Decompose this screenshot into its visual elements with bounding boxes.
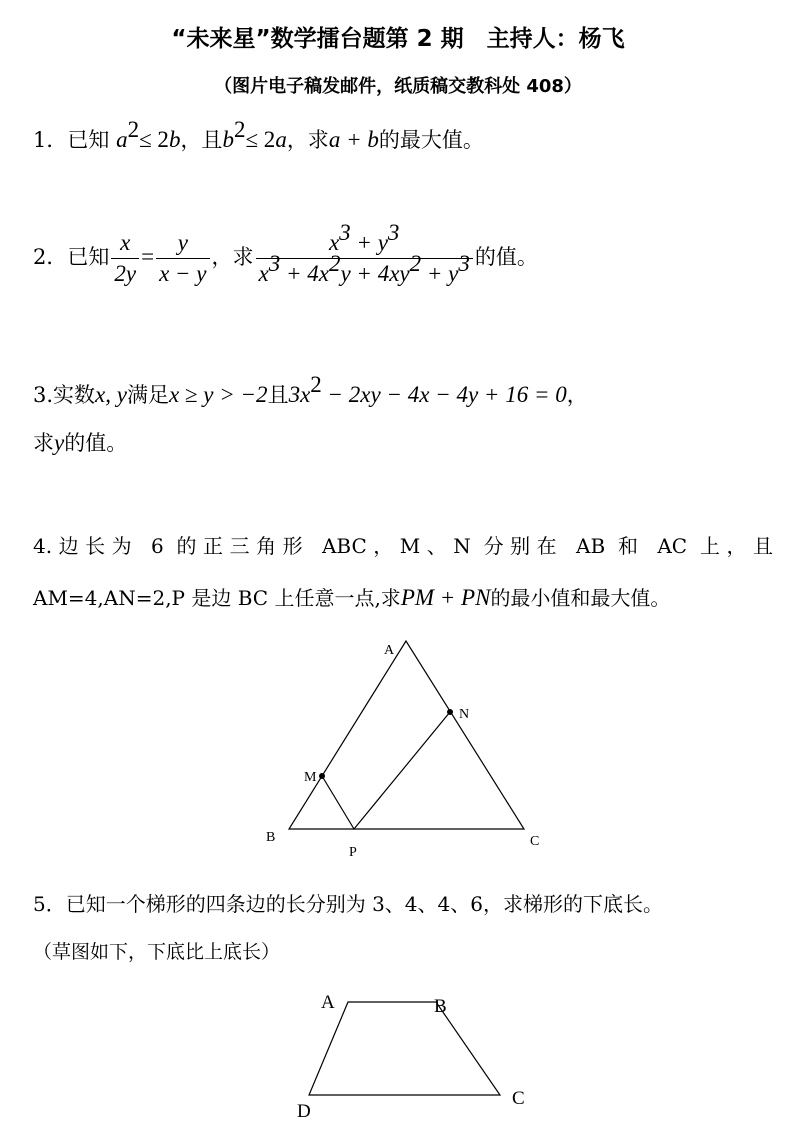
q1-var-b: b bbox=[168, 127, 181, 152]
q3-text-6: 的值。 bbox=[64, 431, 128, 455]
q1-var-a2: a bbox=[275, 127, 287, 152]
q2-bd-exp-3: 2 bbox=[409, 250, 422, 276]
q4-expression: PM + PN bbox=[400, 585, 491, 610]
q2-text-3: 的值。 bbox=[474, 244, 538, 269]
q2-text: 已知 bbox=[67, 244, 110, 269]
q1-var-a: a bbox=[116, 127, 128, 152]
q2-bd-exp-2: 2 bbox=[328, 250, 341, 276]
q2-bd-4: + y bbox=[421, 260, 459, 286]
q2-equals: = bbox=[141, 243, 155, 269]
point-n bbox=[447, 709, 453, 715]
label-b: B bbox=[266, 830, 276, 845]
q1-number: 1． bbox=[33, 128, 68, 152]
q3-text-4: ， bbox=[566, 383, 588, 407]
q1-text-3: ，求 bbox=[286, 128, 329, 152]
q3-text: 实数 bbox=[53, 383, 96, 407]
q2-bd-exp-1: 3 bbox=[268, 250, 281, 276]
q3-condition: x ≥ y > −2 bbox=[168, 382, 268, 407]
q3-var-y: y bbox=[54, 430, 65, 455]
label-m: M bbox=[304, 770, 317, 785]
q2-bn-a: x bbox=[328, 230, 340, 255]
q1-text-4: 的最大值。 bbox=[378, 128, 484, 152]
q1-exp: 2 bbox=[127, 117, 140, 142]
q2-f1-den: 2y bbox=[114, 260, 137, 286]
q2-bd-2: + 4x bbox=[280, 260, 329, 286]
q2-bd-1: x bbox=[258, 260, 269, 286]
q2-bn-exp-a: 3 bbox=[339, 220, 351, 245]
q3-text-3: 且 bbox=[267, 383, 289, 407]
path-m-p-n bbox=[322, 712, 450, 829]
q1-leq-2: ≤ 2 bbox=[245, 127, 276, 152]
q1-var-b2: b bbox=[222, 127, 234, 152]
q3-vars: x, y bbox=[95, 382, 127, 407]
q4-line-1: 4.边长为 6 的正三角形 ABC，M、N 分别在 AB 和 AC 上，且 bbox=[33, 534, 773, 558]
label-trap-b: B bbox=[434, 996, 447, 1017]
page-subtitle: （图片电子稿发邮件，纸质稿交教科处 408） bbox=[214, 76, 582, 97]
q2-bn-b: y bbox=[377, 230, 388, 255]
q2-f1-num: x bbox=[111, 228, 139, 259]
q3-text-2: 满足 bbox=[126, 383, 169, 407]
q1-exp-2: 2 bbox=[233, 117, 246, 142]
label-c: C bbox=[530, 834, 540, 849]
page-title: “未来星”数学擂台题第 2 期 主持人：杨飞 bbox=[171, 26, 625, 52]
q3-eq-b: − 2xy − 4x − 4y + 16 = 0 bbox=[321, 382, 567, 407]
q3-number: 3. bbox=[33, 383, 54, 407]
label-p: P bbox=[349, 845, 357, 860]
q2-bn-plus: + bbox=[350, 230, 378, 255]
label-n: N bbox=[459, 707, 470, 722]
triangle-abc bbox=[289, 641, 524, 829]
q2-bn-exp-b: 3 bbox=[387, 220, 400, 245]
q2-bd-exp-4: 3 bbox=[458, 250, 470, 276]
q1-sum: a + b bbox=[328, 127, 379, 152]
label-trap-c: C bbox=[512, 1088, 525, 1109]
q4-text-2: 的最小值和最大值。 bbox=[490, 586, 671, 610]
question-5: 5．已知一个梯形的四条边的长分别为 3、4、4、6，求梯形的下底长。 bbox=[33, 892, 663, 916]
q4-text: AM=4,AN=2,P 是边 BC 上任意一点,求 bbox=[33, 586, 401, 610]
trapezoid-abcd bbox=[309, 1002, 500, 1095]
q2-bd-3: y + 4xy bbox=[340, 260, 410, 286]
q2-text-2: ，求 bbox=[211, 244, 254, 269]
label-trap-d: D bbox=[297, 1101, 311, 1122]
q2-number: 2． bbox=[33, 244, 68, 269]
q3-eq-a: 3x bbox=[288, 382, 311, 407]
q3-text-5: 求 bbox=[33, 431, 54, 455]
label-trap-a: A bbox=[321, 992, 335, 1013]
q1-leq: ≤ 2 bbox=[139, 127, 169, 152]
q1-text-2: ，且 bbox=[180, 128, 223, 152]
q1-text: 已知 bbox=[67, 128, 110, 152]
q2-f2-num: y bbox=[156, 228, 209, 259]
question-5-note: （草图如下，下底比上底长） bbox=[33, 941, 281, 963]
label-a: A bbox=[384, 643, 395, 658]
point-m bbox=[319, 773, 325, 779]
q2-f2-den: x − y bbox=[159, 260, 207, 286]
q3-exp: 2 bbox=[310, 372, 322, 397]
